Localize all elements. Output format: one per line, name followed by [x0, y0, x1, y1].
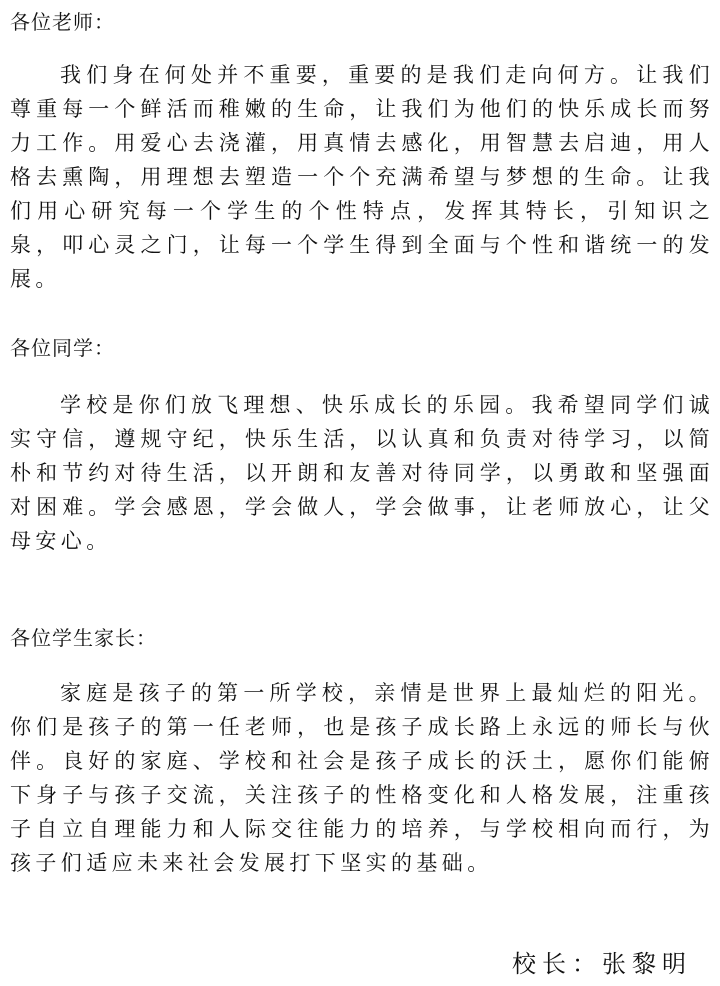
principal-signature: 校长：张黎明 [512, 950, 692, 978]
parents-paragraph: 家庭是孩子的第一所学校，亲情是世界上最灿烂的阳光。你们是孩子的第一任老师，也是孩子成长路上永远的师长与伙伴。良好的家庭、学校和社会是孩子成长的沃土，愿你们能俯下身子与孩子交流，关注孩子的性格变化和人格发展，注重孩子自立自理能力和人际交往能力的培养，与学校相向而行，为孩子们适应未来社会发展打下坚实的基础。 [10, 681, 714, 875]
students-paragraph: 学校是你们放飞理想、快乐成长的乐园。我希望同学们诚实守信，遵规守纪，快乐生活，以认真和负责对待学习，以简朴和节约对待生活，以开朗和友善对待同学，以勇敢和坚强面对困难。学会感恩，学会做人，学会做事，让老师放心，让父母安心。 [10, 393, 714, 553]
students-section [10, 334, 714, 558]
teachers-paragraph: 我们身在何处并不重要，重要的是我们走向何方。让我们尊重每一个鲜活而稚嫩的生命，让我们为他们的快乐成长而努力工作。用爱心去浇灌，用真情去感化，用智慧去启迪，用人格去熏陶，用理想去塑造一个个充满希望与梦想的生命。让我们用心研究每一个学生的个性特点，发挥其特长，引知识之泉，叩心灵之门，让每一个学生得到全面与个性和谐统一的发展。 [10, 63, 714, 291]
parents-salutation: 各位学生家长： [10, 626, 157, 650]
parents-section [10, 624, 714, 880]
students-salutation: 各位同学： [10, 336, 115, 360]
teachers-salutation: 各位老师： [10, 10, 115, 34]
teachers-section [10, 8, 714, 296]
